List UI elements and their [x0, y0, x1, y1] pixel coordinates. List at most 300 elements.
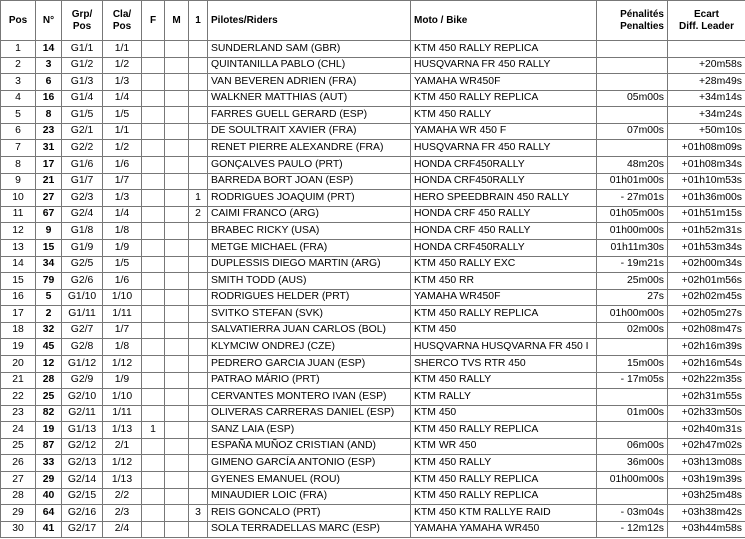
cell-m: [165, 389, 189, 406]
cell-group-position: G2/14: [62, 472, 103, 489]
cell-bike: HUSQVARNA FR 450 RALLY: [411, 140, 597, 157]
cell-number: 28: [36, 372, 62, 389]
cell-class-position: 1/5: [103, 107, 142, 124]
table-row: [1, 355, 745, 372]
cell-rider: QUINTANILLA PABLO (CHL): [208, 57, 411, 74]
table-row: [1, 256, 745, 273]
cell-penalty: 01h05m00s: [597, 206, 668, 223]
cell-number: 21: [36, 173, 62, 190]
cell-m: [165, 256, 189, 273]
cell-m: [165, 488, 189, 505]
cell-rider: RODRIGUES HELDER (PRT): [208, 289, 411, 306]
cell-f: [142, 256, 165, 273]
cell-bike: KTM 450 RALLY REPLICA: [411, 472, 597, 489]
table-row: [1, 190, 745, 207]
cell-f: [142, 289, 165, 306]
cell-pos: 19: [1, 339, 36, 356]
cell-class-position: 1/5: [103, 256, 142, 273]
cell-diff-leader: +03h38m42s: [668, 505, 745, 522]
cell-class-position: 1/2: [103, 140, 142, 157]
cell-group-position: G2/13: [62, 455, 103, 472]
cell-f: [142, 306, 165, 323]
cell-m: [165, 339, 189, 356]
cell-bike: HONDA CRF450RALLY: [411, 239, 597, 256]
cell-pos: 25: [1, 438, 36, 455]
cell-penalty: - 27m01s: [597, 190, 668, 207]
col-diff-leader-line-1: Ecart: [693, 8, 719, 20]
cell-penalty: [597, 107, 668, 124]
cell-f: [142, 339, 165, 356]
cell-penalty: - 03m04s: [597, 505, 668, 522]
cell-m: [165, 505, 189, 522]
cell-f: [142, 505, 165, 522]
cell-rider: PATRAO MÁRIO (PRT): [208, 372, 411, 389]
table-row: [1, 206, 745, 223]
cell-one: [189, 405, 208, 422]
cell-group-position: G1/8: [62, 223, 103, 240]
cell-bike: HONDA CRF450RALLY: [411, 157, 597, 174]
cell-m: [165, 223, 189, 240]
cell-rider: GONÇALVES PAULO (PRT): [208, 157, 411, 174]
cell-diff-leader: +02h31m55s: [668, 389, 745, 406]
table-row: [1, 273, 745, 290]
cell-f: [142, 521, 165, 538]
cell-diff-leader: +50m10s: [668, 123, 745, 140]
cell-diff-leader: +28m49s: [668, 74, 745, 91]
cell-class-position: 1/12: [103, 355, 142, 372]
cell-number: 17: [36, 157, 62, 174]
cell-diff-leader: +02h02m45s: [668, 289, 745, 306]
cell-diff-leader: +02h16m54s: [668, 355, 745, 372]
cell-f: [142, 206, 165, 223]
cell-pos: 1: [1, 41, 36, 58]
cell-penalty: 36m00s: [597, 455, 668, 472]
cell-m: [165, 206, 189, 223]
cell-bike: YAMAHA WR450F: [411, 289, 597, 306]
cell-pos: 7: [1, 140, 36, 157]
table-row: [1, 173, 745, 190]
cell-group-position: G2/16: [62, 505, 103, 522]
cell-one: [189, 223, 208, 240]
cell-pos: 13: [1, 239, 36, 256]
cell-rider: GYENES EMANUEL (ROU): [208, 472, 411, 489]
table-row: [1, 405, 745, 422]
cell-group-position: G1/11: [62, 306, 103, 323]
cell-diff-leader: +02h01m56s: [668, 273, 745, 290]
cell-number: 41: [36, 521, 62, 538]
cell-diff-leader: +01h53m34s: [668, 239, 745, 256]
cell-f: [142, 372, 165, 389]
table-row: [1, 472, 745, 489]
cell-f: [142, 472, 165, 489]
cell-penalty: 07m00s: [597, 123, 668, 140]
col-pos-header: Pos: [1, 1, 36, 41]
cell-number: 12: [36, 355, 62, 372]
cell-rider: RENET PIERRE ALEXANDRE (FRA): [208, 140, 411, 157]
cell-diff-leader: +02h22m35s: [668, 372, 745, 389]
cell-one: [189, 41, 208, 58]
cell-bike: KTM 450 RALLY REPLICA: [411, 422, 597, 439]
cell-f: [142, 41, 165, 58]
cell-f: [142, 273, 165, 290]
cell-one: 2: [189, 206, 208, 223]
cell-number: 64: [36, 505, 62, 522]
cell-f: [142, 157, 165, 174]
cell-group-position: G2/11: [62, 405, 103, 422]
cell-number: 31: [36, 140, 62, 157]
cell-pos: 11: [1, 206, 36, 223]
cell-bike: KTM RALLY: [411, 389, 597, 406]
cell-pos: 12: [1, 223, 36, 240]
cell-penalty: 01h01m00s: [597, 173, 668, 190]
cell-pos: 26: [1, 455, 36, 472]
cell-m: [165, 41, 189, 58]
cell-one: [189, 140, 208, 157]
cell-pos: 6: [1, 123, 36, 140]
cell-diff-leader: +20m58s: [668, 57, 745, 74]
cell-penalty: 02m00s: [597, 322, 668, 339]
cell-pos: 24: [1, 422, 36, 439]
table-row: [1, 90, 745, 107]
table-row: [1, 306, 745, 323]
cell-group-position: G1/9: [62, 239, 103, 256]
cell-pos: 17: [1, 306, 36, 323]
cell-class-position: 2/4: [103, 521, 142, 538]
cell-m: [165, 157, 189, 174]
cell-penalty: 06m00s: [597, 438, 668, 455]
cell-group-position: G2/6: [62, 273, 103, 290]
cell-number: 87: [36, 438, 62, 455]
cell-bike: KTM 450 RALLY REPLICA: [411, 90, 597, 107]
cell-pos: 15: [1, 273, 36, 290]
cell-one: [189, 107, 208, 124]
cell-rider: SVITKO STEFAN (SVK): [208, 306, 411, 323]
cell-pos: 21: [1, 372, 36, 389]
table-row: [1, 123, 745, 140]
cell-bike: KTM 450 RALLY REPLICA: [411, 41, 597, 58]
col-group-position-header: [62, 1, 103, 41]
cell-pos: 30: [1, 521, 36, 538]
cell-diff-leader: +01h51m15s: [668, 206, 745, 223]
cell-group-position: G1/3: [62, 74, 103, 91]
col-penalties-line-2: Penalties: [620, 20, 664, 32]
cell-rider: KLYMCIW ONDREJ (CZE): [208, 339, 411, 356]
cell-f: [142, 438, 165, 455]
cell-penalty: 05m00s: [597, 90, 668, 107]
cell-one: [189, 289, 208, 306]
cell-class-position: 1/7: [103, 173, 142, 190]
cell-one: 1: [189, 190, 208, 207]
cell-one: [189, 455, 208, 472]
cell-number: 23: [36, 123, 62, 140]
cell-one: [189, 57, 208, 74]
col-one-header: 1: [189, 1, 208, 41]
col-group-position-line-2: Pos: [72, 20, 92, 32]
cell-one: [189, 472, 208, 489]
col-class-position-line-1: Cla/: [112, 8, 132, 20]
cell-class-position: 1/12: [103, 455, 142, 472]
cell-number: 6: [36, 74, 62, 91]
cell-bike: KTM 450 RALLY REPLICA: [411, 306, 597, 323]
table-row: [1, 521, 745, 538]
cell-penalty: 01h00m00s: [597, 472, 668, 489]
cell-bike: KTM 450 RALLY: [411, 372, 597, 389]
cell-group-position: G1/13: [62, 422, 103, 439]
cell-m: [165, 521, 189, 538]
cell-one: [189, 74, 208, 91]
cell-rider: DE SOULTRAIT XAVIER (FRA): [208, 123, 411, 140]
cell-f: [142, 355, 165, 372]
cell-number: 19: [36, 422, 62, 439]
table-row: [1, 74, 745, 91]
table-row: [1, 372, 745, 389]
cell-m: [165, 273, 189, 290]
cell-f: [142, 74, 165, 91]
cell-f: [142, 140, 165, 157]
table-row: [1, 488, 745, 505]
cell-pos: 22: [1, 389, 36, 406]
cell-m: [165, 306, 189, 323]
cell-rider: FARRES GUELL GERARD (ESP): [208, 107, 411, 124]
table-row: [1, 438, 745, 455]
cell-number: 16: [36, 90, 62, 107]
cell-bike: HONDA CRF 450 RALLY: [411, 223, 597, 240]
cell-diff-leader: +03h13m08s: [668, 455, 745, 472]
cell-rider: WALKNER MATTHIAS (AUT): [208, 90, 411, 107]
cell-f: [142, 223, 165, 240]
header-row: [1, 1, 745, 41]
cell-number: 3: [36, 57, 62, 74]
cell-class-position: 1/10: [103, 389, 142, 406]
cell-number: 40: [36, 488, 62, 505]
cell-pos: 9: [1, 173, 36, 190]
cell-pos: 5: [1, 107, 36, 124]
cell-rider: SMITH TODD (AUS): [208, 273, 411, 290]
cell-pos: 4: [1, 90, 36, 107]
cell-m: [165, 372, 189, 389]
cell-group-position: G2/5: [62, 256, 103, 273]
cell-class-position: 1/2: [103, 57, 142, 74]
cell-pos: 2: [1, 57, 36, 74]
cell-number: 67: [36, 206, 62, 223]
cell-class-position: 1/3: [103, 74, 142, 91]
cell-m: [165, 438, 189, 455]
cell-m: [165, 472, 189, 489]
table-row: [1, 339, 745, 356]
cell-group-position: G1/4: [62, 90, 103, 107]
cell-diff-leader: +02h16m39s: [668, 339, 745, 356]
cell-m: [165, 173, 189, 190]
cell-rider: SANZ LAIA (ESP): [208, 422, 411, 439]
cell-number: 27: [36, 190, 62, 207]
cell-diff-leader: [668, 41, 745, 58]
cell-class-position: 1/9: [103, 239, 142, 256]
cell-number: 45: [36, 339, 62, 356]
cell-class-position: 2/3: [103, 505, 142, 522]
cell-bike: YAMAHA YAMAHA WR450: [411, 521, 597, 538]
col-bike-header: Moto / Bike: [411, 1, 597, 41]
cell-class-position: 1/8: [103, 339, 142, 356]
cell-group-position: G2/12: [62, 438, 103, 455]
cell-bike: HERO SPEEDBRAIN 450 RALLY: [411, 190, 597, 207]
cell-diff-leader: +01h08m34s: [668, 157, 745, 174]
cell-f: [142, 173, 165, 190]
cell-bike: KTM 450 RR: [411, 273, 597, 290]
cell-one: [189, 90, 208, 107]
cell-diff-leader: +02h00m34s: [668, 256, 745, 273]
cell-f: [142, 190, 165, 207]
cell-m: [165, 74, 189, 91]
cell-bike: KTM 450: [411, 405, 597, 422]
cell-m: [165, 57, 189, 74]
cell-rider: CERVANTES MONTERO IVAN (ESP): [208, 389, 411, 406]
cell-group-position: G2/3: [62, 190, 103, 207]
cell-number: 5: [36, 289, 62, 306]
cell-rider: PEDRERO GARCIA JUAN (ESP): [208, 355, 411, 372]
cell-bike: KTM 450 KTM RALLYE RAID: [411, 505, 597, 522]
cell-pos: 20: [1, 355, 36, 372]
col-f-header: F: [142, 1, 165, 41]
cell-class-position: 1/11: [103, 306, 142, 323]
cell-group-position: G2/2: [62, 140, 103, 157]
table-row: [1, 455, 745, 472]
col-class-position-line-2: Pos: [112, 20, 132, 32]
cell-diff-leader: +03h19m39s: [668, 472, 745, 489]
cell-m: [165, 140, 189, 157]
cell-class-position: 1/4: [103, 206, 142, 223]
cell-rider: MINAUDIER LOIC (FRA): [208, 488, 411, 505]
cell-bike: HUSQVARNA HUSQVARNA FR 450 I: [411, 339, 597, 356]
cell-number: 82: [36, 405, 62, 422]
cell-bike: HUSQVARNA FR 450 RALLY: [411, 57, 597, 74]
cell-one: [189, 306, 208, 323]
cell-penalty: [597, 57, 668, 74]
cell-diff-leader: +02h33m50s: [668, 405, 745, 422]
cell-class-position: 1/13: [103, 472, 142, 489]
cell-group-position: G1/2: [62, 57, 103, 74]
cell-diff-leader: +03h44m58s: [668, 521, 745, 538]
table-row: [1, 57, 745, 74]
cell-penalty: 01h00m00s: [597, 223, 668, 240]
cell-one: [189, 339, 208, 356]
cell-pos: 3: [1, 74, 36, 91]
cell-class-position: 1/6: [103, 273, 142, 290]
cell-pos: 14: [1, 256, 36, 273]
cell-number: 9: [36, 223, 62, 240]
cell-rider: REIS GONCALO (PRT): [208, 505, 411, 522]
cell-penalty: 27s: [597, 289, 668, 306]
cell-rider: CAIMI FRANCO (ARG): [208, 206, 411, 223]
cell-pos: 29: [1, 505, 36, 522]
cell-number: 33: [36, 455, 62, 472]
cell-class-position: 1/4: [103, 90, 142, 107]
cell-one: [189, 389, 208, 406]
cell-one: 3: [189, 505, 208, 522]
cell-pos: 16: [1, 289, 36, 306]
cell-number: 32: [36, 322, 62, 339]
cell-f: [142, 405, 165, 422]
col-riders-header: Pilotes/Riders: [208, 1, 411, 41]
cell-one: [189, 438, 208, 455]
cell-one: [189, 521, 208, 538]
cell-group-position: G1/5: [62, 107, 103, 124]
cell-pos: 18: [1, 322, 36, 339]
cell-number: 79: [36, 273, 62, 290]
cell-bike: KTM 450 RALLY: [411, 107, 597, 124]
cell-penalty: 15m00s: [597, 355, 668, 372]
cell-group-position: G1/6: [62, 157, 103, 174]
table-row: [1, 239, 745, 256]
cell-diff-leader: +03h25m48s: [668, 488, 745, 505]
cell-bike: YAMAHA WR450F: [411, 74, 597, 91]
cell-one: [189, 256, 208, 273]
cell-m: [165, 123, 189, 140]
cell-diff-leader: +02h47m02s: [668, 438, 745, 455]
cell-number: 15: [36, 239, 62, 256]
cell-rider: GIMENO GARCÍA ANTONIO (ESP): [208, 455, 411, 472]
cell-m: [165, 355, 189, 372]
cell-rider: SOLA TERRADELLAS MARC (ESP): [208, 521, 411, 538]
col-group-position-line-1: Grp/: [71, 8, 93, 20]
cell-diff-leader: +01h10m53s: [668, 173, 745, 190]
cell-one: [189, 422, 208, 439]
cell-penalty: [597, 339, 668, 356]
cell-penalty: [597, 422, 668, 439]
cell-penalty: [597, 140, 668, 157]
cell-group-position: G1/12: [62, 355, 103, 372]
cell-number: 29: [36, 472, 62, 489]
cell-diff-leader: +34m14s: [668, 90, 745, 107]
cell-f: [142, 455, 165, 472]
table-row: [1, 157, 745, 174]
cell-pos: 27: [1, 472, 36, 489]
cell-f: [142, 322, 165, 339]
col-m-header: M: [165, 1, 189, 41]
cell-one: [189, 123, 208, 140]
cell-penalty: [597, 41, 668, 58]
cell-bike: KTM 450 RALLY REPLICA: [411, 488, 597, 505]
table-row: [1, 140, 745, 157]
cell-penalty: 25m00s: [597, 273, 668, 290]
cell-group-position: G2/8: [62, 339, 103, 356]
cell-m: [165, 107, 189, 124]
cell-rider: METGE MICHAEL (FRA): [208, 239, 411, 256]
cell-class-position: 1/3: [103, 190, 142, 207]
cell-diff-leader: +01h08m09s: [668, 140, 745, 157]
cell-f: [142, 107, 165, 124]
cell-rider: BARREDA BORT JOAN (ESP): [208, 173, 411, 190]
cell-pos: 23: [1, 405, 36, 422]
col-penalties-header: [597, 1, 668, 41]
cell-diff-leader: +02h08m47s: [668, 322, 745, 339]
cell-group-position: G2/1: [62, 123, 103, 140]
table-row: [1, 107, 745, 124]
cell-penalty: 48m20s: [597, 157, 668, 174]
col-number-header: N°: [36, 1, 62, 41]
col-penalties-line-1: Pénalités: [620, 8, 664, 20]
cell-class-position: 1/1: [103, 123, 142, 140]
cell-group-position: G1/7: [62, 173, 103, 190]
cell-penalty: [597, 488, 668, 505]
cell-f: [142, 239, 165, 256]
table-row: [1, 422, 745, 439]
table-row: [1, 505, 745, 522]
cell-group-position: G2/17: [62, 521, 103, 538]
cell-penalty: [597, 74, 668, 91]
table-row: [1, 41, 745, 58]
cell-m: [165, 239, 189, 256]
cell-penalty: - 19m21s: [597, 256, 668, 273]
